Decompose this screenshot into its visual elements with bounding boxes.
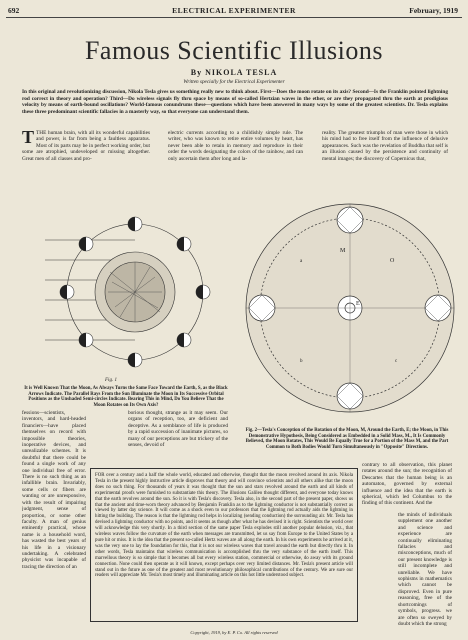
figure-1-label: Fig. 1 (105, 378, 117, 383)
figure-2-label-m: M (340, 248, 346, 254)
column-2-top: electric currents according to a childishly simple rule. The writer, who was known to retire entire volumes by heart, has never been able to retain in memory and reproduce in their order the words designating the colors of the rainbow, and can only ascertain them after long and la- (168, 130, 303, 162)
figure-2-label-a: a (300, 259, 303, 264)
figure-1-diagram (20, 182, 235, 387)
column-3-top: reality. The greatest triumphs of man were those in which his mind had to free itself from the influence of delusive appearances. Such was the revelation of Buddha that self is an illusion caused by the persistence and continuity of mental images; the discovery of Copernicus that, (322, 130, 448, 162)
figure-2-label-e: E (356, 301, 360, 307)
figure-1-caption: It is Well Known That the Moon, As Always Turns the Same Face Toward the Earth, S, as the Black Arrows Indicate. The Parallel Rays From the Sun Illuminate the Moon in Its Successive Orbital Positions as the Unshaded Semi-circles Indicate. Bearing This in Mind, Do You Believe That the Moon Rotates on Its Own Axis? (24, 386, 228, 408)
article-title: Famous Scientific Illusions (84, 36, 384, 65)
issue-date: February, 1919 (409, 6, 458, 15)
column-3-right: the minds of individuals supplement one another and science and experience are continually eliminating fallacies and misconceptions, much of our present knowledge is still incomplete and unreliable. We have sophisms in mathematics which cannot be disproved. Even in pure reasoning, free of the shortcomings of symbols, progress. we are often so sweyed by doubt which the strong (398, 512, 452, 627)
magazine-name: ELECTRICAL EXPERIMENTER (172, 6, 296, 15)
page-number: 692 (8, 6, 20, 15)
header-rule (6, 17, 462, 18)
column-3-bottom: contrary to all observation, this planet rotates around the sun; the recognition of Descartes that the human being is an automaton, governed by external influence and the idea that the earth is spherical, which led Columbus to the finding of this continent. And the (362, 462, 452, 507)
figure-2-label-b: b (300, 359, 303, 364)
column-1-top (22, 130, 150, 182)
figure-2-caption: Fig. 2—Tesla's Conception of the Rotation of the Moon, M, Around the Earth, E; the Moon, in This Demonstrative Hypothesis, Being Considered as Embedded in a Solid Mass, M., It Is Commonly Believed, the Moon Rotates, This Would Be Equally True for a Portion of the Mass M, and the Part Common to Both Bodies Would Turn Simultaneously in "Opposite" Directions. (245, 428, 449, 450)
editorial-note-text: FOR over a century and a half the whole world, educated and otherwise, thought that the moon revolved around its axis. Nikola Tesla in the present highly instructive article disproves that theory and will convince scientists and all others alike that the moon does no such thing. For thousands of years it was thought that the sun and stars revolved around the earth and all kinds of experimental proofs were furnished to substantiate this theory. The illusions Galileo thought different, and everyone today knows that the earth revolves around the sun. So it is with Tesla's discovery. Tesla also, in the second part of the present paper, shows us that the ancient and time-worn theory advanced by Benjamin Franklin as to the lightning conductor is not substantially correct as viewed by latter day science. It will come as a shock even to our professors that the lightning rod actually aids the lightning in hitting the building. The reason is that the lightning rod helps in localizing (sending conduction) the surrounding air. Mr. Tesla has devised a lightning conductor with no points, and it seems as though after what he has devised it is right. Scientists the world over will acknowledge this very shortly. In a third section of the same paper Tesla explodes still another popular delusion, viz., that wireless waves follow the curvature of the earth when messages are transmitted, let us say from Europe to the United States by a pure hit or miss. It is the idea that the present so-called Hertz waves are all along the earth. In his own experiments he arrived at it, was the very one to lay the foundation for this, that it is not our wireless waves that travel around the earth but directly thru it. In other words, Tesla maintains that wireless communication is accomplished thru the very substance of the earth itself. This marvellous theory is so simple that it becomes all but every wireless station, commercial or otherwise, do away with its ground connection. None could then operate as it will known, except perhaps over very limited distances. Mr. Tesla's present article will stand out in the future as one of the greatest and most revolutionary philosophical contributions of the century. We are sure our readers will appreciate Mr. Tesla's most timely and illuminating article on this hot little understood subject. (95, 473, 353, 579)
article-subbyline: Written specially for the Electrical Experimenter (183, 79, 285, 85)
editorial-note-box (90, 468, 358, 622)
drop-cap: T (22, 130, 35, 147)
column-2-bottom: borious thought, strange as it may seem. Our organs of reception, too, are deficient and deceptive. As a semblance of life is produced by a rapid succession of inanimate pictures, so many of our perceptions are but trickery of the senses, devoid of (128, 410, 228, 449)
intro-paragraph: In this original and revolutionizing discussion, Nikola Tesla gives us something really new to think about. First—Does the moon rotate on its axis? Second—Is the Franklin pointed lightning rod correct in theory and operation? Third—Do wireless signals fly thru space by means of so-called Hertzian waves in the ether, or are they propagated thru the earth at prodigious velocity by means of earth-bound oscillations? World-famous conundrums these—questions which have been answered in many ways by some of the greatest scientists. Dr. Tesla explains these three predominant scientific fallacies in a masterly way, so that everyone can understand them. (22, 89, 448, 115)
column-1-bottom: fessions—scientists, inventors, and hard-headed financiers—have placed themselves on record with impossible theories, inoperative devices, and unrealizable schemes. It is doubtful that there could be found a single work of any one individual free of error. There is no such thing as an infallible brain. Invariably, some cells or fibers are wanting or are unresponsive, with the result of impairing judgment, sense of proportion, or some other faculty. A man of genius eminently practical, whose name is a household word, has wasted the best years of his life in a visionary undertaking. A celebrated physicist was incapable of tracing the direction of an (22, 410, 86, 570)
figure-2-label-o: O (390, 258, 395, 264)
figure-2-label-c: c (395, 359, 398, 364)
article-byline: By NIKOLA TESLA (190, 68, 278, 77)
column-1-top-text: THE human brain, with all its wonderful capabilities and power, is far from being a faultless apparatus. Most of its parts may be in perfect working order, but some are atrophied, undeveloped or missing altogether. Great men of all classes and pro- (22, 130, 150, 162)
figure-2-diagram (240, 192, 455, 424)
copyright-notice: Copyright, 1919, by E. P. Co. All rights reserved (190, 630, 278, 635)
